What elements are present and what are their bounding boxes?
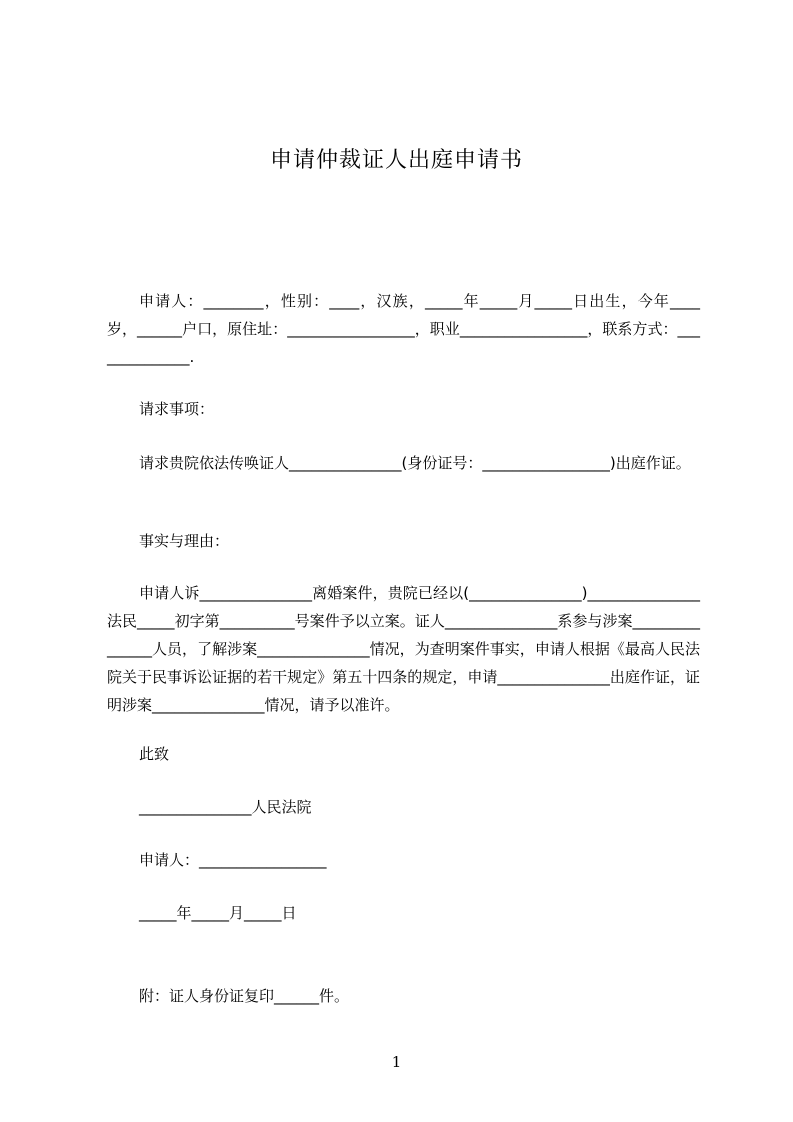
facts-heading: 事实与理由： bbox=[139, 532, 230, 550]
facts-body-paragraph: 申请人诉_______________离婚案件，贵院已经以(_______________)_______________法民_____初字第__________号案件予以立案。证人_______________系参与涉案_______________人员，了解涉案_______________情况，为查明案件事实，申请人根据《最高人民法院关于民事诉讼证据的若干规定》第五十四条的规定，申请_______________出庭作证，证明涉案_______________情况，请予以准许。 bbox=[107, 584, 700, 714]
attachment-note: 附：证人身份证复印______件。 bbox=[139, 987, 350, 1005]
request-heading: 请求事项： bbox=[139, 400, 215, 418]
signature-line: 申请人：_________________ bbox=[139, 851, 327, 869]
page-number: 1 bbox=[391, 1053, 402, 1071]
salutation: 此致 bbox=[139, 745, 170, 763]
date-line: _____年_____月_____日 bbox=[139, 904, 297, 922]
document-title: 申请仲裁证人出庭申请书 bbox=[269, 148, 523, 173]
request-body-paragraph: 请求贵院依法传唤证人_______________(身份证号：_________________)出庭作证。 bbox=[139, 454, 691, 472]
applicant-info-paragraph: 申请人：________，性别：____，汉族，_____年_____月_____日出生，今年____岁，______户口，原住址：_________________，职业_________________，联系方式：______________. bbox=[107, 292, 700, 366]
court-line: _______________人民法院 bbox=[139, 798, 312, 816]
